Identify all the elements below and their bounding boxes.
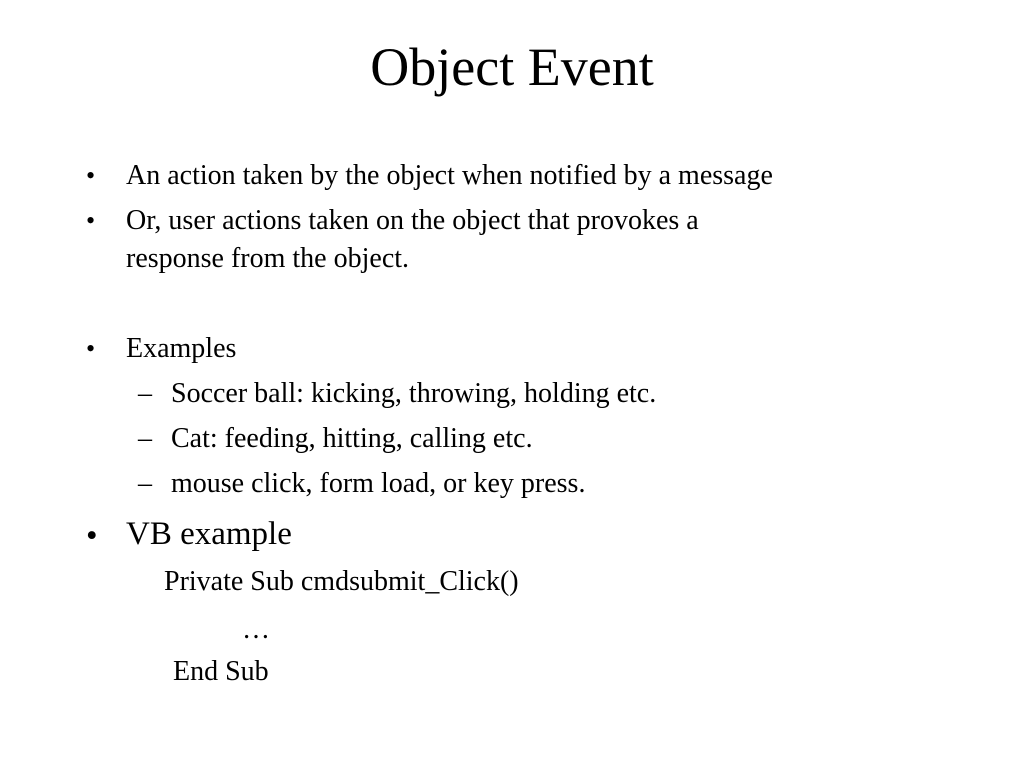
- bullet-text-2-line-2: response from the object.: [126, 243, 410, 274]
- sub-bullet-marker: –: [138, 468, 152, 499]
- bullet-text-examples: Examples: [126, 333, 237, 364]
- code-line-1: Private Sub cmdsubmit_Click(): [164, 566, 519, 597]
- bullet-marker: •: [86, 334, 96, 363]
- slide-title: Object Event: [370, 37, 654, 97]
- sub-bullet-marker: –: [138, 378, 152, 409]
- bullet-text-1: An action taken by the object when notified by a message: [126, 160, 773, 191]
- bullet-text-2-line-1: Or, user actions taken on the object that provokes a: [126, 205, 699, 236]
- bullet-marker: •: [86, 161, 96, 190]
- bullet-marker: •: [86, 206, 96, 235]
- code-line-2: …: [242, 614, 270, 645]
- sub-bullet-marker: –: [138, 423, 152, 454]
- sub-bullet-3: mouse click, form load, or key press.: [171, 468, 586, 499]
- bullet-marker: •: [86, 518, 98, 554]
- code-line-3: End Sub: [173, 656, 269, 687]
- sub-bullet-1: Soccer ball: kicking, throwing, holding etc.: [171, 378, 657, 409]
- vb-example-label: VB example: [126, 516, 292, 552]
- sub-bullet-2: Cat: feeding, hitting, calling etc.: [171, 423, 533, 454]
